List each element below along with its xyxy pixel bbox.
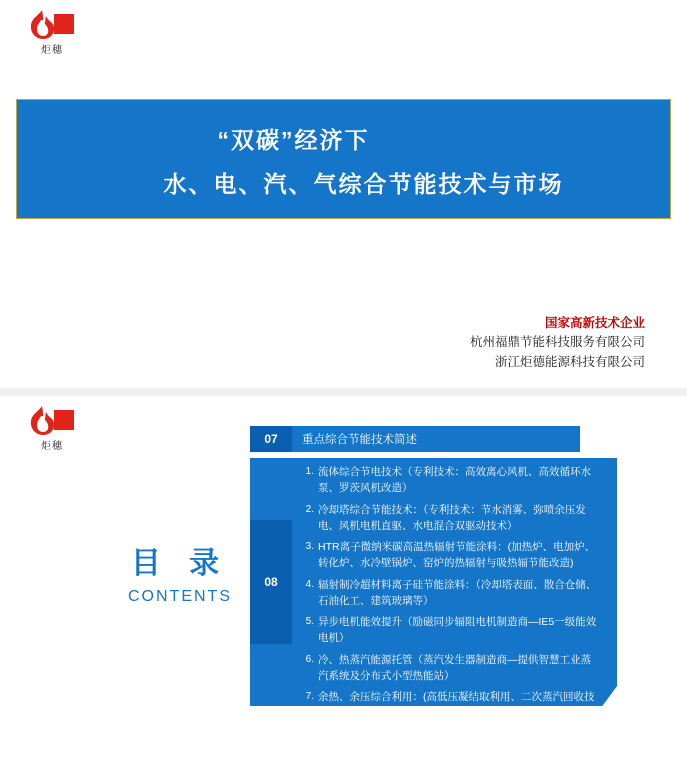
list-item <box>300 652 600 685</box>
list-item <box>300 577 600 610</box>
list-item-number: 5. <box>305 616 314 628</box>
list-item-number: 7. <box>305 691 314 703</box>
technology-list <box>300 464 600 727</box>
list-item <box>300 539 600 572</box>
list-item <box>300 689 600 722</box>
list-item-text: 辐射制冷超材料离子硅节能涂料：（冷却塔表面、散合仓储、石油化工、建筑玻璃等） <box>318 578 597 607</box>
logo-square <box>54 410 74 430</box>
section-number-07: 07 <box>250 426 292 452</box>
list-item <box>300 502 600 535</box>
flame-icon <box>28 10 56 40</box>
credit-company-2: 浙江炬德能源科技有限公司 <box>494 354 645 369</box>
list-item <box>300 464 600 497</box>
section-number-08: 08 <box>250 520 292 644</box>
logo-wordmark: 炬穗 <box>41 441 63 452</box>
list-item-number: 3. <box>305 541 314 553</box>
list-item-number: 1. <box>305 466 314 477</box>
credit-highlight: 国家高新技术企业 <box>544 316 645 330</box>
list-item-text: HTR离子微纳米碳高温热辐射节能涂料：(加热炉、电加炉、转化炉、水冷壁锅炉、窑炉的热辐射与吸热辐节能改造) <box>318 541 596 570</box>
toc-heading-cn: 目 录 <box>130 547 230 580</box>
logo-square <box>54 14 74 34</box>
slide-contents <box>0 396 687 775</box>
logo-wordmark: 炬穗 <box>41 45 63 56</box>
list-item-number: 4. <box>305 578 314 590</box>
cover-credits <box>470 314 645 372</box>
list-item-text: 冷却塔综合节能技术：（专利技术：节水消雾、弥喷余压发电、风机电机直驱、水电混合双驱动技术） <box>318 503 586 532</box>
cover-title-band <box>16 99 671 219</box>
cover-title-line-1: “双碳”经济下 <box>217 127 370 153</box>
section-title: 重点综合节能技术简述 <box>292 426 580 452</box>
toc-heading-en: CONTENTS <box>128 588 232 605</box>
list-item-text: 冷、热蒸汽能源托管（蒸汽发生器制造商—提供智慧工业蒸汽系统及分布式小型热能站） <box>318 653 591 682</box>
list-item-text: 余热、余压综合利用：(高低压凝结取利用、二次蒸汽回收技术） <box>318 691 595 720</box>
list-item-number: 2. <box>305 503 314 515</box>
cover-title-line-2: 水、电、汽、气综合节能技术与市场 <box>163 171 564 197</box>
list-item <box>300 614 600 647</box>
juhui-logo <box>26 10 78 58</box>
toc-heading <box>100 538 260 606</box>
credit-company-1: 杭州福鼎节能科技服务有限公司 <box>469 335 645 350</box>
list-item-text: 流体综合节电技术（专利技术：高效离心风机、高效循环水泵、罗茨风机改造） <box>318 466 591 495</box>
slide-separator <box>0 388 687 396</box>
juhui-logo <box>26 406 78 454</box>
list-item-text: 异步电机能效提升（励磁同步辐阻电机制造商—IE5一级能效电机） <box>318 616 597 645</box>
flame-icon <box>28 406 56 436</box>
list-item-number: 6. <box>305 653 314 665</box>
